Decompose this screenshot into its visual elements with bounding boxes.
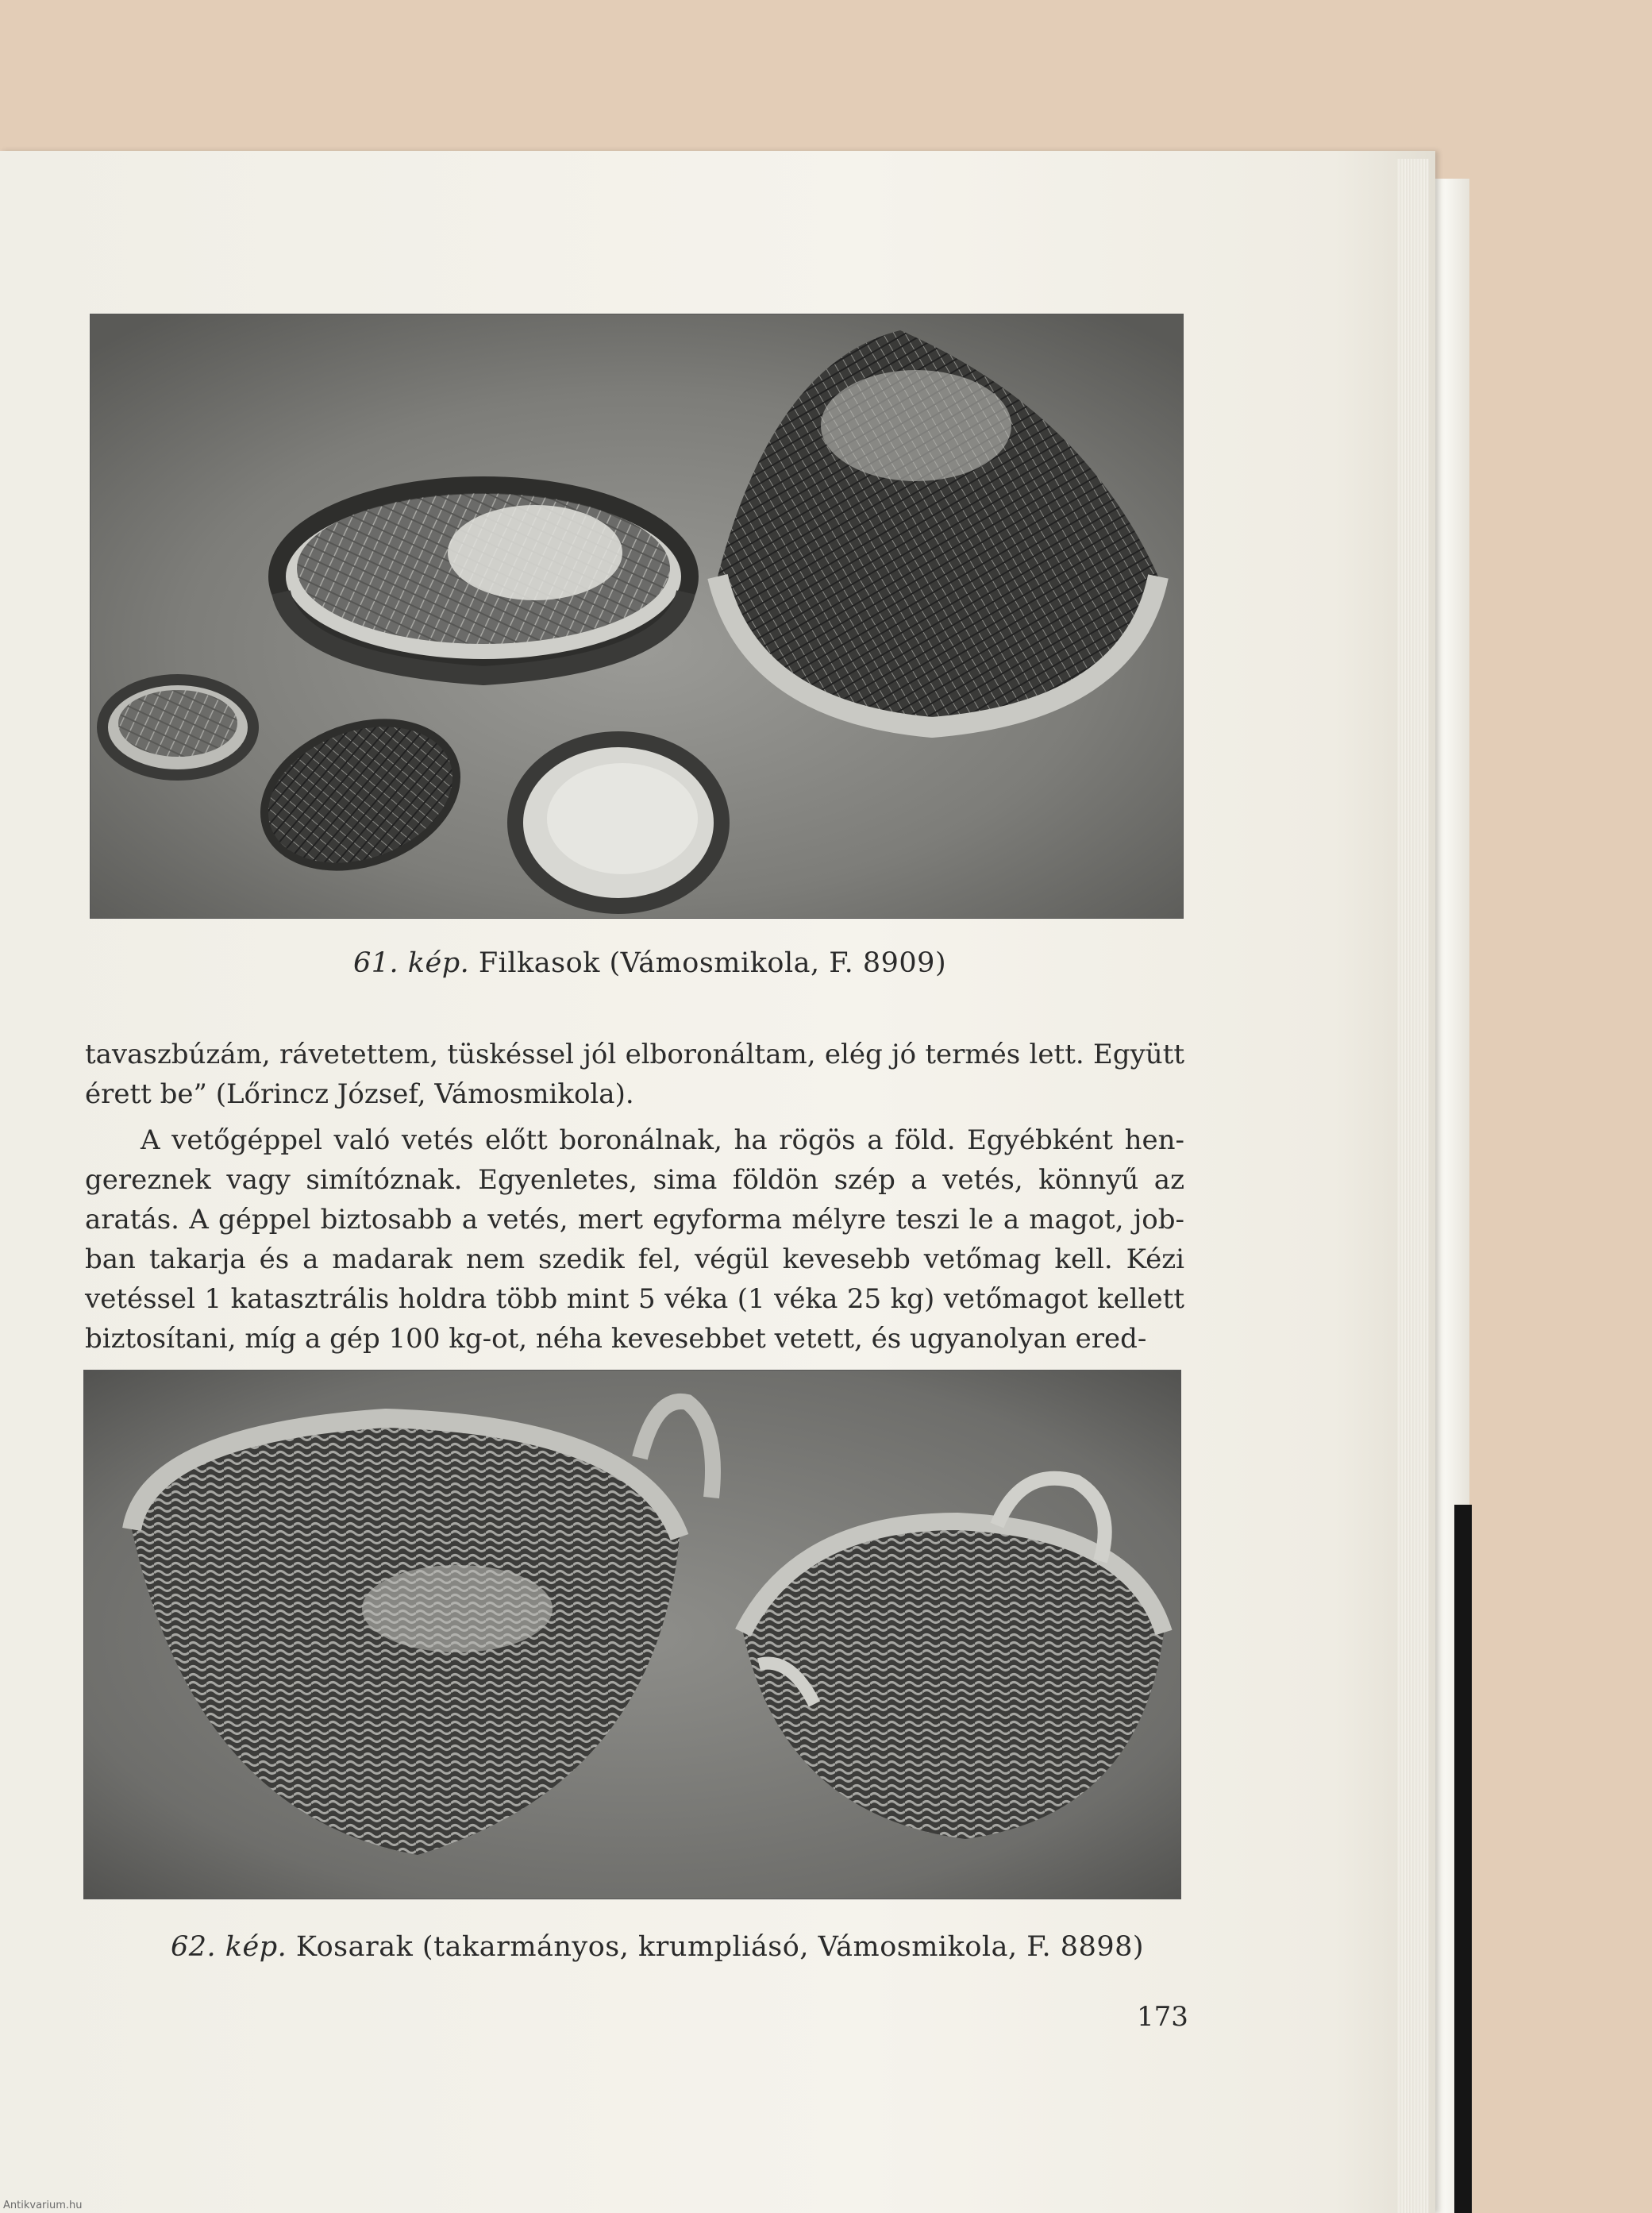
figure-62-photo [83,1370,1181,1899]
page-stack-edge [1397,159,1429,2213]
text-line: gereznek vagy simítóznak. Egyenletes, sima földön szép a vetés, könnyű az [85,1164,1184,1196]
book-cover-spine [1454,1505,1472,2213]
text-line: vetéssel 1 katasztrális holdra több mint 5 véka (1 véka 25 kg) vetőmagot kellett [85,1283,1184,1315]
page-number: 173 [1137,2001,1188,2033]
text-line: tavaszbúzám, rávetettem, tüskéssel jól elboronáltam, elég jó termés lett. Együtt [85,1039,1184,1070]
text-line: A vetőgéppel való vetés előtt boronálnak, ha rögös a föld. Egyébként hen- [141,1124,1184,1156]
figure-62-caption [171,1931,1144,1963]
text-line: ban takarja és a madarak nem szedik fel, végül kevesebb vetőmag kell. Kézi [85,1243,1184,1275]
text-line: érett be” (Lőrincz József, Vámosmikola). [85,1078,634,1110]
text-line: biztosítani, míg a gép 100 kg-ot, néha kevesebbet vetett, és ugyanolyan ered- [85,1323,1147,1355]
figure-61-photo [90,314,1184,919]
figure-61-caption [353,947,946,979]
figure-61-caption-text: Filkasok (Vámosmikola, F. 8909) [478,947,947,979]
paragraph-1 [85,1035,1184,1114]
figure-62-caption-text: Kosarak (takarmányos, krumpliásó, Vámosmikola, F. 8898) [295,1931,1145,1963]
figure-61-number: 61. kép. [353,947,470,979]
paragraph-2 [85,1120,1184,1359]
body-text [85,1035,1184,1359]
figure-62-number: 62. kép. [171,1931,287,1963]
watermark: Antikvarium.hu [3,2200,83,2211]
text-line: aratás. A géppel biztosabb a vetés, mert egyforma mélyre teszi le a magot, job- [85,1204,1184,1236]
